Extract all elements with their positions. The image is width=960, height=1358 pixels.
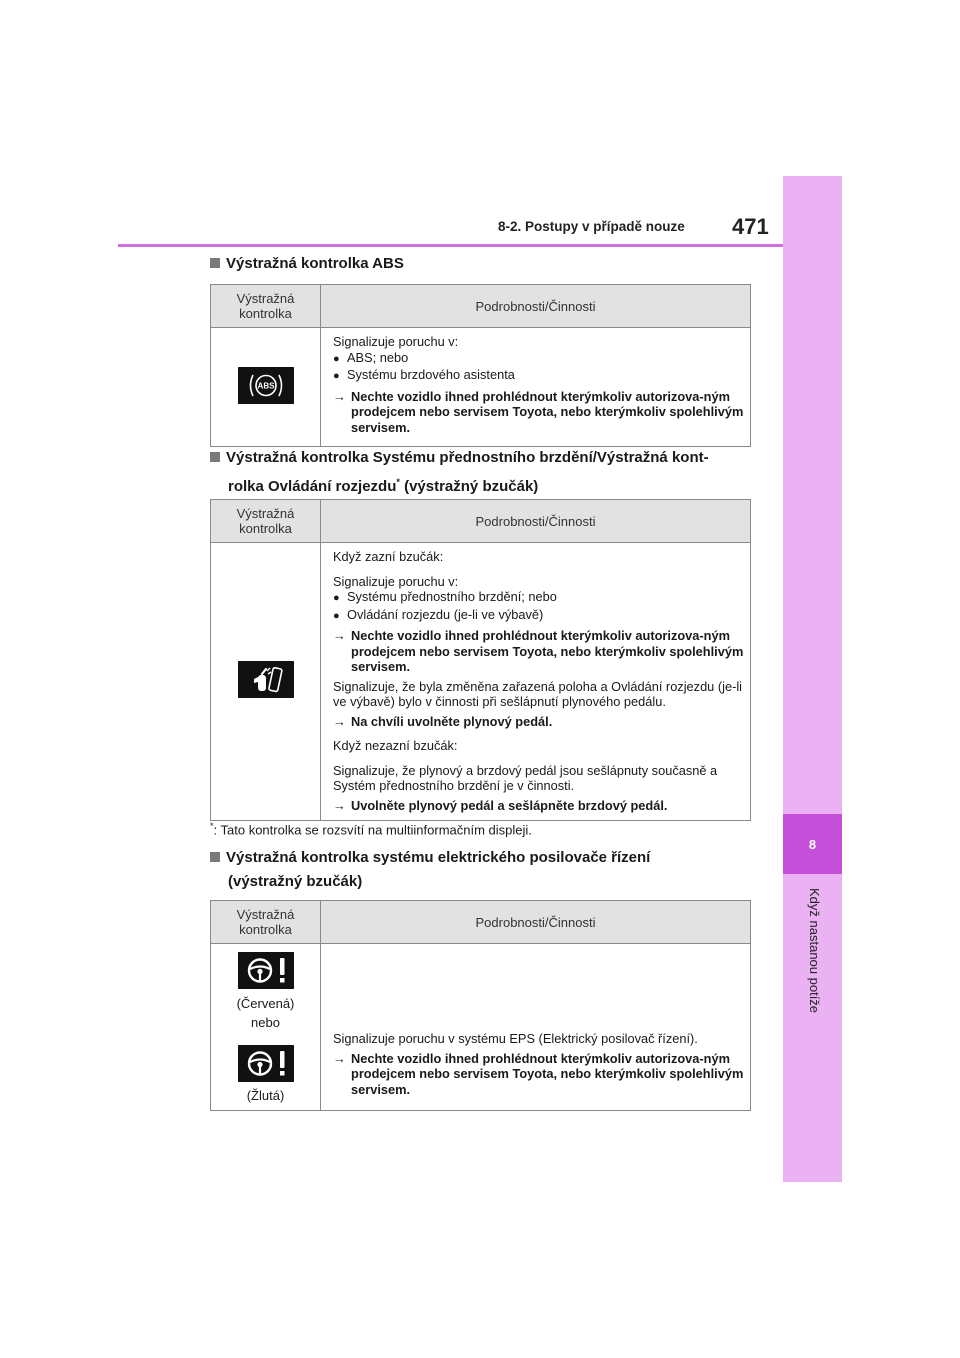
action-text bbox=[333, 714, 744, 730]
action-text-content: Nechte vozidlo ihned prohlédnout kterýmkoliv autorizova-ným prodejcem nebo servisem Toyota, nebo kterýmkoliv spolehlivým servisem. bbox=[351, 1050, 744, 1097]
action-text bbox=[333, 798, 744, 814]
action-text bbox=[333, 1051, 744, 1098]
col-details: Podrobnosti/Činnosti bbox=[321, 285, 751, 328]
action-text-content: Nechte vozidlo ihned prohlédnout kterýmkoliv autorizova-ným prodejcem nebo servisem Toyota, nebo kterýmkoliv spolehlivým servisem. bbox=[351, 388, 744, 435]
text-info: Signalizuje, že byla změněna zařazená poloha a Ovládání rozjezdu (je-li ve výbavě) bylo v činnosti při sešlápnutí plynového pedálu. bbox=[333, 678, 743, 709]
footnote-mark: * bbox=[210, 821, 214, 831]
table-header-row bbox=[211, 901, 751, 944]
text-intro: Signalizuje poruchu v: bbox=[333, 334, 459, 349]
square-bullet-icon bbox=[210, 258, 220, 268]
chapter-side-tab bbox=[783, 176, 842, 1182]
square-bullet-icon bbox=[210, 452, 220, 462]
heading-pcs bbox=[210, 446, 709, 499]
pre-collision-warning-icon bbox=[238, 661, 294, 698]
steering-warning-icon-yellow bbox=[238, 1045, 294, 1082]
list-item: ● Systému přednostního brzdění; nebo bbox=[333, 589, 744, 607]
icon-cell bbox=[211, 944, 321, 1111]
chapter-title: Když nastanou potíže bbox=[807, 888, 822, 1014]
heading-pcs-line2 bbox=[210, 470, 709, 499]
col-details: Podrobnosti/Činnosti bbox=[321, 901, 751, 944]
svg-text:ABS: ABS bbox=[257, 381, 274, 391]
text-buzzer-off: Když nezazní bzučák: bbox=[333, 738, 458, 753]
action-text-content: Nechte vozidlo ihned prohlédnout kterýmkoliv autorizova-ným prodejcem nebo servisem Toyota, nebo kterýmkoliv spolehlivým servisem. bbox=[351, 628, 744, 674]
table-header-row bbox=[211, 285, 751, 328]
abs-warning-icon bbox=[238, 367, 294, 404]
label-red: (Červená) bbox=[236, 995, 295, 1011]
arrow-icon: → bbox=[333, 388, 346, 404]
footnote bbox=[210, 821, 532, 837]
arrow-icon: → bbox=[333, 628, 346, 643]
steering-warning-icon-red bbox=[238, 952, 294, 989]
col-warning-light: Výstražná kontrolka bbox=[211, 285, 321, 328]
action-text-content: Uvolněte plynový pedál a sešlápněte brzdový pedál. bbox=[351, 797, 668, 813]
icon-cell bbox=[211, 328, 321, 447]
arrow-icon: → bbox=[333, 1050, 346, 1066]
table-row bbox=[211, 328, 751, 447]
action-text bbox=[333, 628, 744, 675]
arrow-icon: → bbox=[333, 713, 346, 729]
details-cell bbox=[321, 328, 751, 447]
col-warning-light: Výstražná kontrolka bbox=[211, 500, 321, 543]
table-row bbox=[211, 944, 751, 1111]
text-buzzer-on: Když zazní bzučák: bbox=[333, 549, 444, 564]
section-title: 8-2. Postupy v případě nouze bbox=[498, 219, 685, 234]
list-item: ● Systému brzdového asistenta bbox=[333, 367, 744, 385]
heading-pcs-line2b: (výstražný bzučák) bbox=[399, 478, 539, 495]
square-bullet-icon bbox=[210, 852, 220, 862]
text-info: Signalizuje, že plynový a brzdový pedál jsou sešlápnuty současně a Systém přednostního brzdění je v činnosti. bbox=[333, 762, 718, 793]
label-yellow: (Žlutá) bbox=[246, 1088, 285, 1103]
page-number: 471 bbox=[732, 214, 769, 239]
table-abs bbox=[210, 284, 751, 447]
heading-abs-text: Výstražná kontrolka ABS bbox=[226, 255, 404, 272]
list-item: ● ABS; nebo bbox=[333, 350, 744, 368]
col-details: Podrobnosti/Činnosti bbox=[321, 500, 751, 543]
col-warning-light: Výstražná kontrolka bbox=[211, 901, 321, 944]
table-row bbox=[211, 543, 751, 821]
table-eps bbox=[210, 900, 751, 1111]
action-text-content: Na chvíli uvolněte plynový pedál. bbox=[351, 713, 553, 729]
heading-eps bbox=[210, 846, 650, 894]
label-or: nebo bbox=[251, 1015, 280, 1030]
header-divider bbox=[118, 244, 783, 247]
table-header-row bbox=[211, 500, 751, 543]
details-cell bbox=[321, 543, 751, 821]
footnote-mark: * bbox=[396, 477, 400, 487]
text-info: Signalizuje poruchu v systému EPS (Elektrický posilovač řízení). bbox=[333, 1031, 698, 1046]
heading-abs bbox=[210, 252, 404, 276]
arrow-icon: → bbox=[333, 797, 346, 813]
heading-eps-line1: Výstražná kontrolka systému elektrického posilovače řízení bbox=[226, 849, 651, 866]
action-text bbox=[333, 389, 744, 436]
text-intro: Signalizuje poruchu v: bbox=[333, 573, 459, 589]
details-cell bbox=[321, 944, 751, 1111]
table-pcs bbox=[210, 499, 751, 821]
footnote-text: : Tato kontrolka se rozsvítí na multiinformačním displeji. bbox=[213, 822, 532, 838]
icon-cell bbox=[211, 543, 321, 821]
heading-eps-line2: (výstražný bzučák) bbox=[228, 873, 363, 890]
heading-pcs-line1: Výstražná kontrolka Systému přednostního brzdění/Výstražná kont- bbox=[226, 449, 709, 466]
list-item: ● Ovládání rozjezdu (je-li ve výbavě) bbox=[333, 607, 744, 625]
heading-pcs-line2a: rolka Ovládání rozjezdu bbox=[228, 478, 397, 495]
chapter-number: 8 bbox=[783, 814, 842, 874]
